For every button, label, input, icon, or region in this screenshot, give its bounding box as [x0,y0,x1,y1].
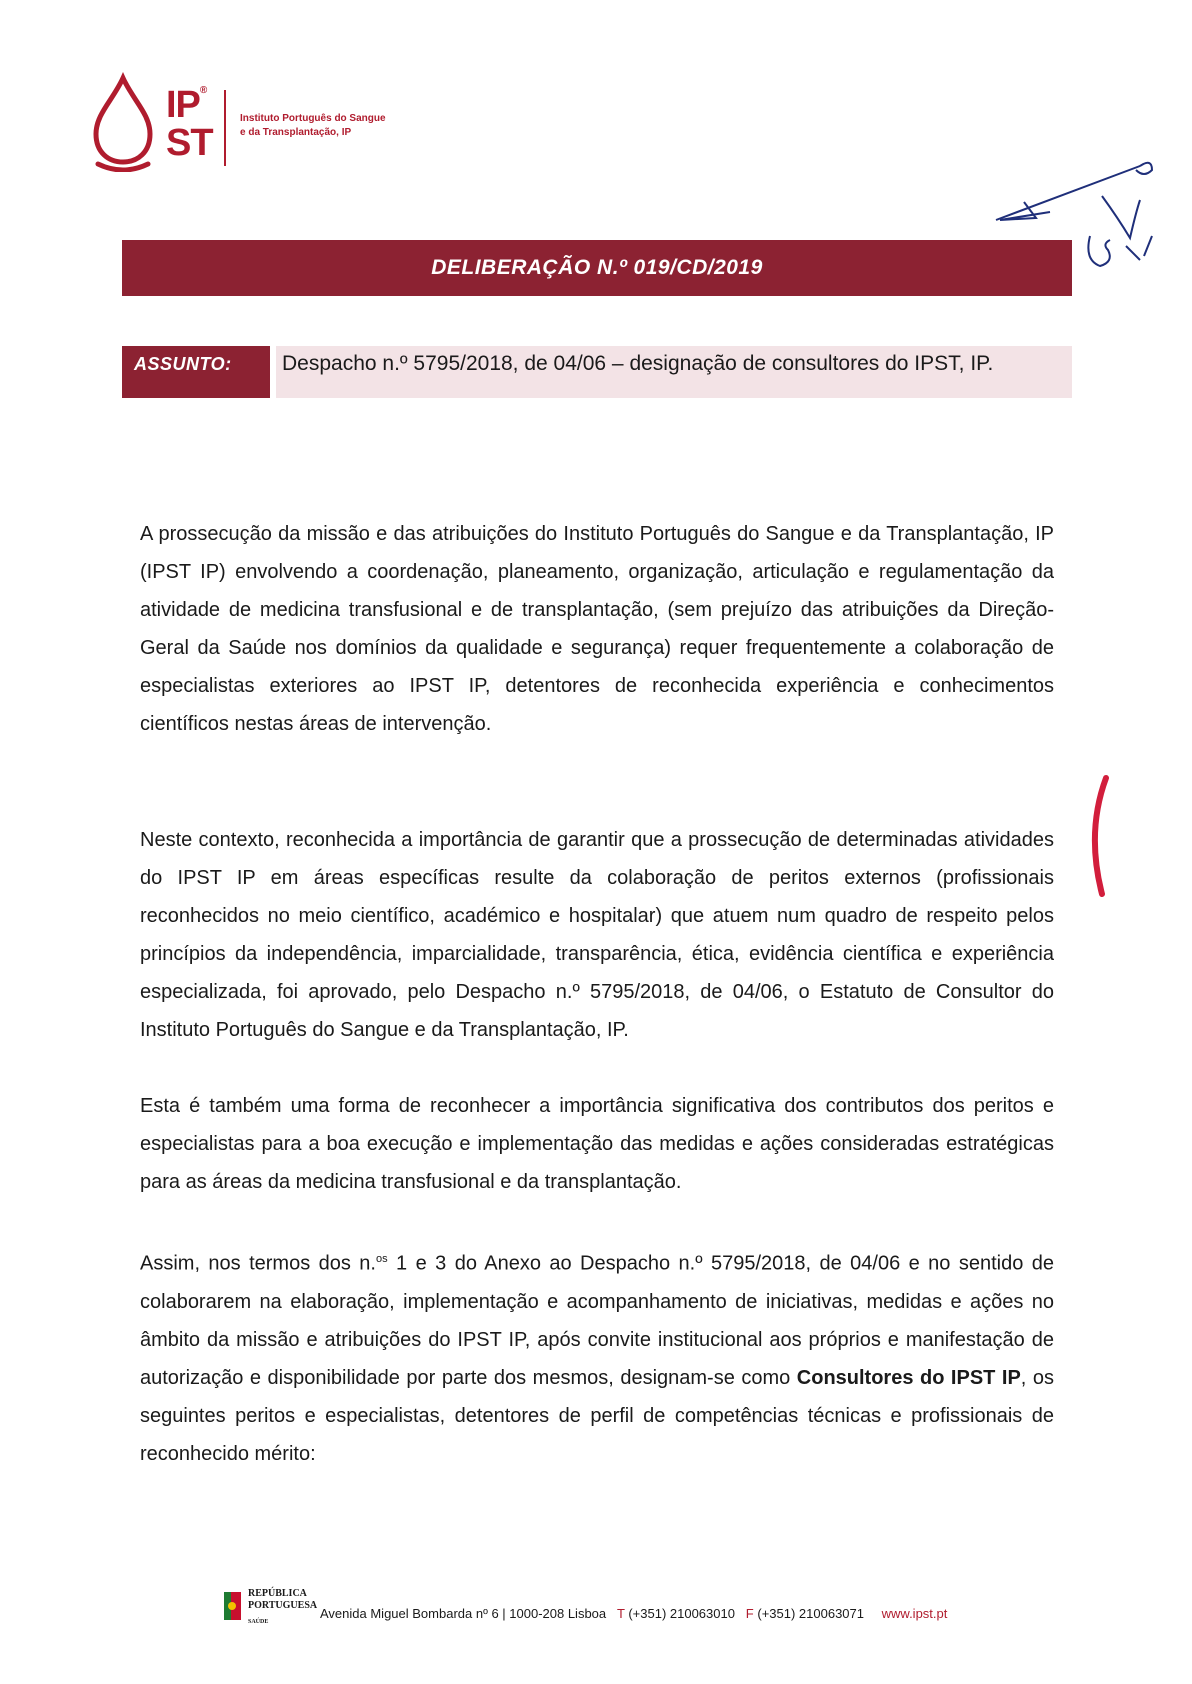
footer-address: Avenida Miguel Bombarda nº 6 | 1000-208 Lisboa [320,1606,607,1621]
ipst-logo [88,72,408,182]
paragraph-1: A prossecução da missão e das atribuições do Instituto Português do Sangue e da Transplantação, IP (IPST IP) envolvendo a coordenação, planeamento, organização, articulação e regulamentação da atividade de medicina transfusional e de transplantação, (sem prejuízo das atribuições da Direção-Geral da Saúde nos domínios da qualidade e segurança) requer frequentemente a colaboração de especialistas exteriores ao IPST IP, detentores de reconhecida experiência e conhecimentos científicos nestas áreas de intervenção. [140,523,1054,735]
republica-line2: PORTUGUESA [248,1600,318,1611]
logo-institute-name [240,112,386,140]
paragraph-4-bold: Consultores do IPST IP [796,1366,1021,1389]
logo-st: ST [166,122,213,164]
handwritten-bracket-mark [1080,772,1120,902]
paragraph-3: Esta é também uma forma de reconhecer a importância significativa dos contributos dos peritos e especialistas para a boa execução e implementação das medidas e ações consideradas estratégicas para as áreas da medicina transfusional e da transplantação. [140,1095,1054,1193]
deliberation-title: DELIBERAÇÃO N.º 019/CD/2019 [122,240,1072,296]
footer [222,1586,1022,1636]
logo-ip: IP [166,84,200,126]
logo-institute-line2: e da Transplantação, IP [240,127,352,138]
paragraph-4-part2: 1 e 3 do Anexo ao Despacho n.º 5795/2018, de 04/06 e no sentido de colaborarem na elaboração, implementação e acompanhamento de iniciativas, medidas e ações no âmbito da missão e atribuições do IPST IP, após convite institucional aos próprios e manifestação de autorização e disponibilidade por parte dos mesmos, designam-se como [140,1252,1054,1389]
logo-divider [224,90,226,166]
logo-registered: ® [199,85,207,96]
paragraph-4-part3: , os seguintes peritos e especialistas, detentores de perfil de competências técnicas e profissionais de reconhecido mérito: [140,1366,1054,1465]
flag-shield-icon [224,1592,242,1626]
subject-label: ASSUNTO: [122,346,270,398]
paragraph-2: Neste contexto, reconhecida a importância de garantir que a prossecução de determinadas atividades do IPST IP em áreas específicas resulte da colaboração de peritos externos (profissionais reconhecidos no meio científico, académico e hospitalar) que atuem num quadro de respeito pelos princípios da independência, imparcialidade, transparência, ética, evidência científica e experiência especializada, foi aprovado, pelo Despacho n.º 5795/2018, de 04/06, o Estatuto de Consultor do Instituto Português do Sangue e da Transplantação, IP. [140,829,1054,1041]
paragraph-4-part1: Assim, nos termos dos n. [140,1252,376,1275]
blood-drop-icon [88,72,158,172]
republica-line3: SAÚDE [248,1619,269,1625]
paragraph-4-sup: os [376,1253,388,1265]
footer-tel: (+351) 210063010 [628,1606,735,1621]
footer-website-link[interactable]: www.ipst.pt [881,1606,948,1621]
footer-contact [320,1606,947,1621]
paragraph-4 [140,1240,1054,1473]
footer-tel-label: T [616,1606,625,1621]
republica-line1: REPÚBLICA [248,1588,307,1599]
logo-institute-line1: Instituto Português do Sangue [240,113,386,124]
footer-fax: (+351) 210063071 [757,1606,864,1621]
republica-portuguesa-logo [222,1586,318,1636]
subject-text: Despacho n.º 5795/2018, de 04/06 – designação de consultores do IPST, IP. [276,346,1072,398]
footer-fax-label: F [745,1606,754,1621]
